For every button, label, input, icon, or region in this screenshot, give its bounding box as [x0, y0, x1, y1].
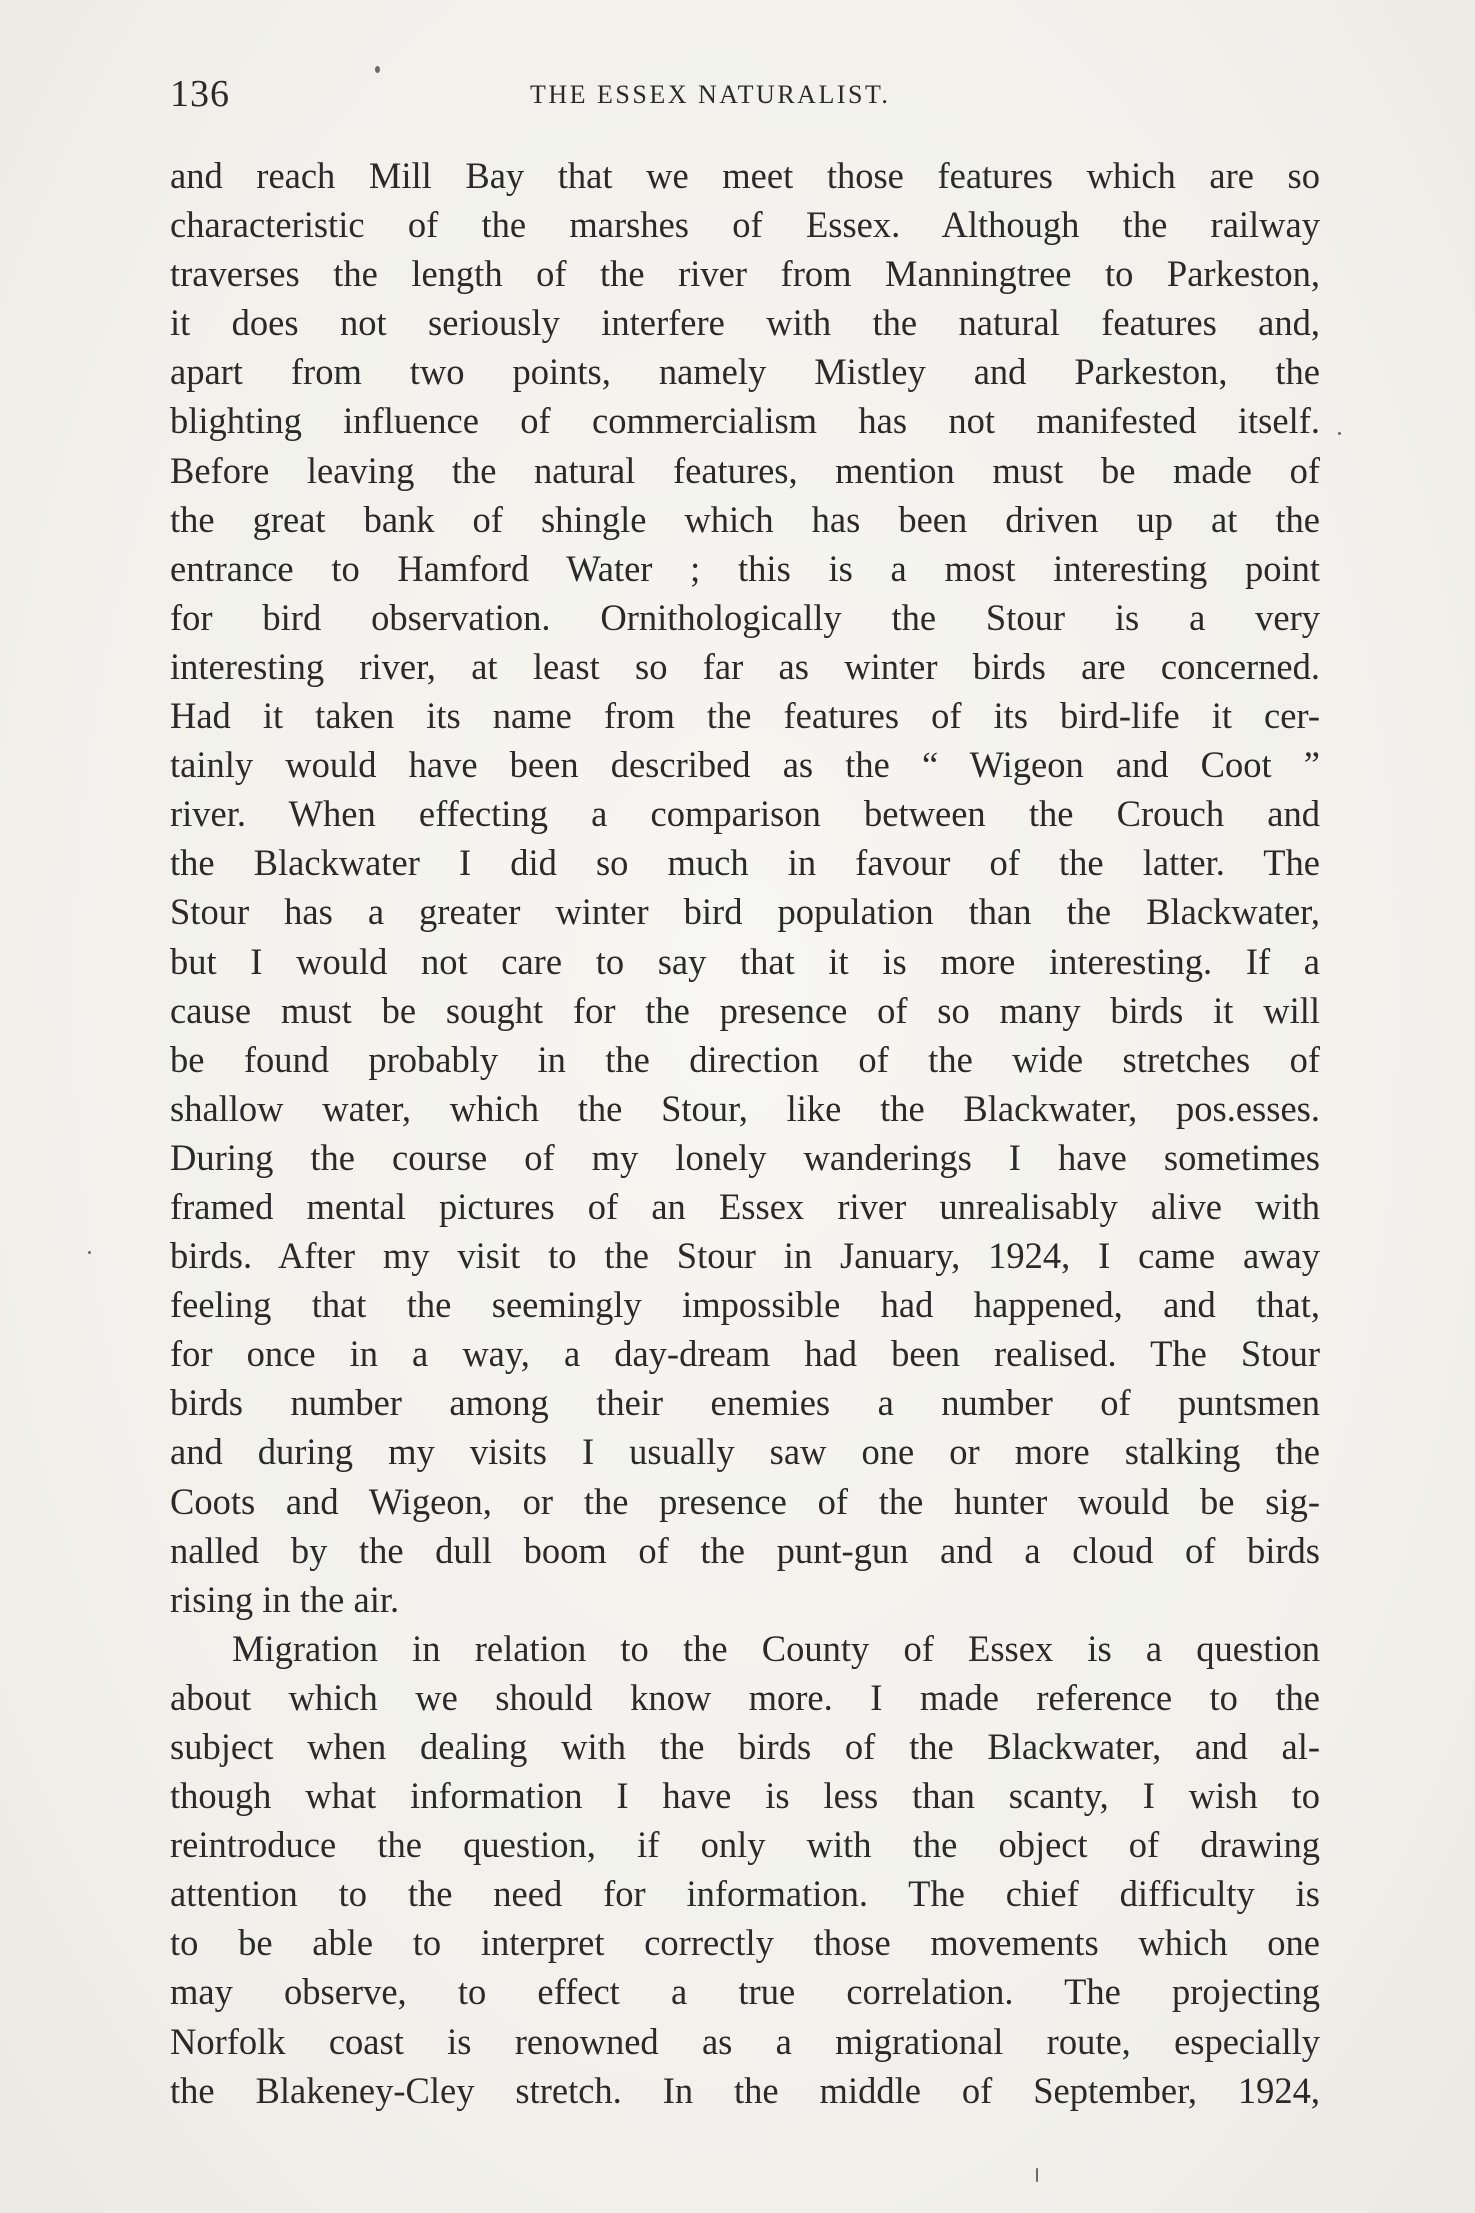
- text-line: to be able to interpret correctly those movements which one: [170, 1922, 1320, 1964]
- text-line: though what information I have is less than scanty, I wish to: [170, 1775, 1320, 1817]
- text-line: birds. After my visit to the Stour in January, 1924, I came away: [170, 1235, 1320, 1277]
- text-line: Stour has a greater winter bird population than the Blackwater,: [170, 891, 1320, 933]
- text-line: cause must be sought for the presence of so many birds it will: [170, 989, 1320, 1031]
- text-line: tainly would have been described as the “ Wigeon and Coot ”: [170, 744, 1320, 786]
- text-line: entrance to Hamford Water ; this is a most interesting point: [170, 547, 1320, 589]
- text-line: attention to the need for information. The chief difficulty is: [170, 1873, 1320, 1915]
- running-title: THE ESSEX NATURALIST.: [530, 80, 891, 109]
- text-line: it does not seriously interfere with the natural features and,: [170, 302, 1320, 344]
- text-line: nalled by the dull boom of the punt-gun and a cloud of birds: [170, 1529, 1320, 1571]
- print-speck: [1036, 2168, 1038, 2182]
- text-line: river. When effecting a comparison between the Crouch and: [170, 793, 1320, 835]
- paragraph: [170, 1624, 1320, 2115]
- text-line: feeling that the seemingly impossible had happened, and that,: [170, 1284, 1320, 1326]
- text-line: traverses the length of the river from Manningtree to Parkeston,: [170, 253, 1320, 295]
- text-line: the great bank of shingle which has been driven up at the: [170, 498, 1320, 540]
- text-line: but I would not care to say that it is more interesting. If a: [170, 940, 1320, 982]
- text-line: and reach Mill Bay that we meet those features which are so: [170, 155, 1320, 196]
- text-line: the Blackwater I did so much in favour of the latter. The: [170, 842, 1320, 884]
- text-line: rising in the air.: [170, 1578, 400, 1620]
- text-line: framed mental pictures of an Essex river unrealisably alive with: [170, 1185, 1320, 1227]
- text-line: about which we should know more. I made reference to the: [170, 1676, 1320, 1718]
- text-line: the Blakeney-Cley stretch. In the middle of September, 1924,: [170, 2069, 1320, 2111]
- text-line: may observe, to effect a true correlation. The projecting: [170, 1971, 1320, 2013]
- print-speck: [375, 66, 380, 73]
- text-line: interesting river, at least so far as winter birds are concerned.: [170, 645, 1320, 687]
- print-speck: [88, 1251, 91, 1254]
- text-line: blighting influence of commercialism has not manifested itself.: [170, 400, 1320, 442]
- text-line: for bird observation. Ornithologically the Stour is a very: [170, 596, 1320, 638]
- print-speck: [1338, 432, 1341, 435]
- text-line: for once in a way, a day-dream had been realised. The Stour: [170, 1333, 1320, 1375]
- text-line: Coots and Wigeon, or the presence of the hunter would be sig-: [170, 1480, 1320, 1522]
- body-text: [170, 151, 1320, 2115]
- text-line: apart from two points, namely Mistley and Parkeston, the: [170, 351, 1320, 393]
- text-line: be found probably in the direction of the wide stretches of: [170, 1038, 1320, 1080]
- text-line: During the course of my lonely wanderings I have sometimes: [170, 1136, 1320, 1178]
- text-line: shallow water, which the Stour, like the Blackwater, pos.esses.: [170, 1087, 1320, 1129]
- paragraph: [170, 151, 1320, 1624]
- text-line: Migration in relation to the County of Essex is a question: [232, 1627, 1320, 1669]
- text-line: Norfolk coast is renowned as a migrational route, especially: [170, 2020, 1320, 2062]
- page-number: 136: [170, 73, 230, 115]
- text-line: Before leaving the natural features, mention must be made of: [170, 449, 1320, 491]
- text-line: Had it taken its name from the features of its bird-life it cer-: [170, 695, 1320, 737]
- text-line: and during my visits I usually saw one or more stalking the: [170, 1431, 1320, 1473]
- text-line: birds number among their enemies a number of puntsmen: [170, 1382, 1320, 1424]
- text-line: reintroduce the question, if only with the object of drawing: [170, 1824, 1320, 1866]
- text-line: subject when dealing with the birds of the Blackwater, and al-: [170, 1726, 1320, 1767]
- running-header: [170, 72, 1320, 115]
- text-line: characteristic of the marshes of Essex. Although the railway: [170, 204, 1320, 246]
